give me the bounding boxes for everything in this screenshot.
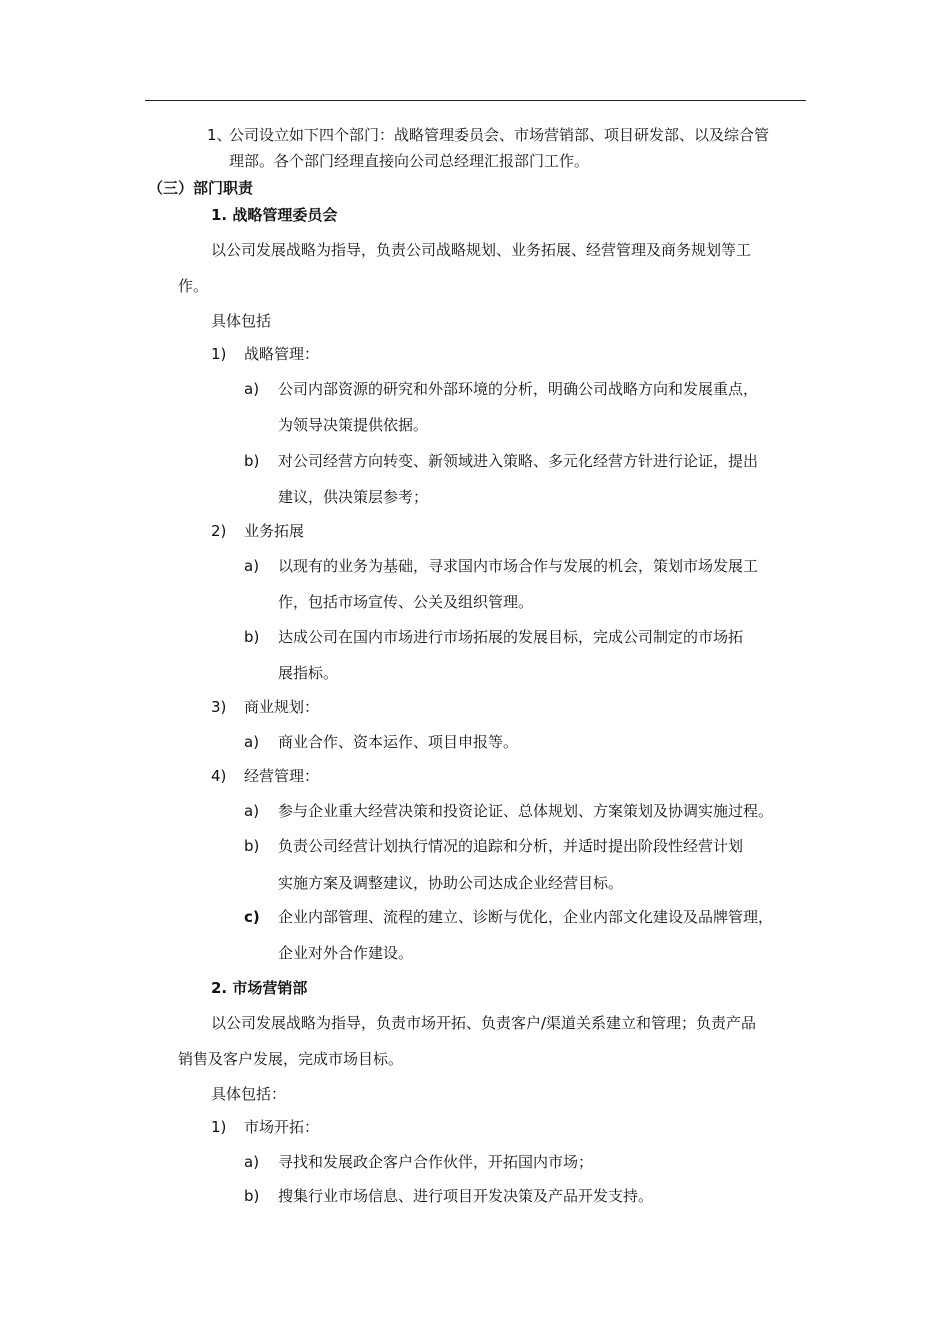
list-number: 1): [211, 345, 227, 363]
list-item-line: 作，包括市场宣传、公关及组织管理。: [278, 593, 534, 611]
dept2-heading: 2. 市场营销部: [211, 979, 308, 997]
dept1-includes: 具体包括: [211, 312, 272, 330]
list-item-line: 商业合作、资本运作、项目申报等。: [278, 733, 519, 751]
intro-line-1: 公司设立如下四个部门：战略管理委员会、市场营销部、项目研发部、以及综合管: [229, 126, 770, 144]
list-item-line: 负责公司经营计划执行情况的追踪和分析，并适时提出阶段性经营计划: [278, 837, 744, 855]
list-mark: a): [244, 380, 260, 398]
list-item-line: 企业内部管理、流程的建立、诊断与优化，企业内部文化建设及品牌管理，: [278, 908, 774, 926]
section-heading: （三）部门职责: [148, 179, 254, 197]
list-item-line: 展指标。: [278, 664, 339, 682]
dept2-desc-line-2: 销售及客户发展，完成市场目标。: [178, 1050, 404, 1068]
list-title: 经营管理：: [244, 767, 320, 785]
list-mark: a): [244, 557, 260, 575]
list-item-line: 寻找和发展政企客户合作伙伴，开拓国内市场；: [278, 1153, 594, 1171]
list-item-line: 公司内部资源的研究和外部环境的分析，明确公司战略方向和发展重点，: [278, 380, 759, 398]
list-number: 3): [211, 698, 227, 716]
list-item-line: 参与企业重大经营决策和投资论证、总体规划、方案策划及协调实施过程。: [278, 802, 774, 820]
list-mark: a): [244, 733, 260, 751]
list-number: 2): [211, 522, 227, 540]
dept1-desc-line-2: 作。: [178, 277, 209, 295]
list-mark: b): [244, 1187, 260, 1205]
list-title: 战略管理：: [244, 345, 320, 363]
list-number: 1): [211, 1118, 227, 1136]
dept1-desc-line-1: 以公司发展战略为指导，负责公司战略规划、业务拓展、经营管理及商务规划等工: [211, 241, 752, 259]
list-mark: a): [244, 802, 260, 820]
list-item-line: 对公司经营方向转变、新领域进入策略、多元化经营方针进行论证，提出: [278, 452, 759, 470]
list-item-line: 以现有的业务为基础，寻求国内市场合作与发展的机会，策划市场发展工: [278, 557, 759, 575]
list-item-line: 企业对外合作建设。: [278, 944, 414, 962]
list-mark: c): [244, 908, 260, 926]
intro-line-2: 理部。各个部门经理直接向公司总经理汇报部门工作。: [229, 152, 590, 170]
list-mark: b): [244, 837, 260, 855]
list-title: 市场开拓：: [244, 1118, 320, 1136]
dept1-heading: 1. 战略管理委员会: [211, 206, 338, 224]
list-number: 4): [211, 767, 227, 785]
list-title: 业务拓展: [244, 522, 305, 540]
list-item-line: 达成公司在国内市场进行市场拓展的发展目标，完成公司制定的市场拓: [278, 628, 744, 646]
list-item-line: 实施方案及调整建议，协助公司达成企业经营目标。: [278, 874, 624, 892]
list-item-line: 建议，供决策层参考；: [278, 488, 429, 506]
dept2-desc-line-1: 以公司发展战略为指导，负责市场开拓、负责客户/渠道关系建立和管理；负责产品: [211, 1014, 757, 1032]
list-title: 商业规划：: [244, 698, 320, 716]
list-mark: a): [244, 1153, 260, 1171]
header-rule: [145, 100, 806, 101]
list-item-line: 搜集行业市场信息、进行项目开发决策及产品开发支持。: [278, 1187, 654, 1205]
intro-number: 1、: [207, 126, 232, 144]
list-mark: b): [244, 628, 260, 646]
list-item-line: 为领导决策提供依据。: [278, 416, 429, 434]
list-mark: b): [244, 452, 260, 470]
dept2-includes: 具体包括：: [211, 1085, 287, 1103]
